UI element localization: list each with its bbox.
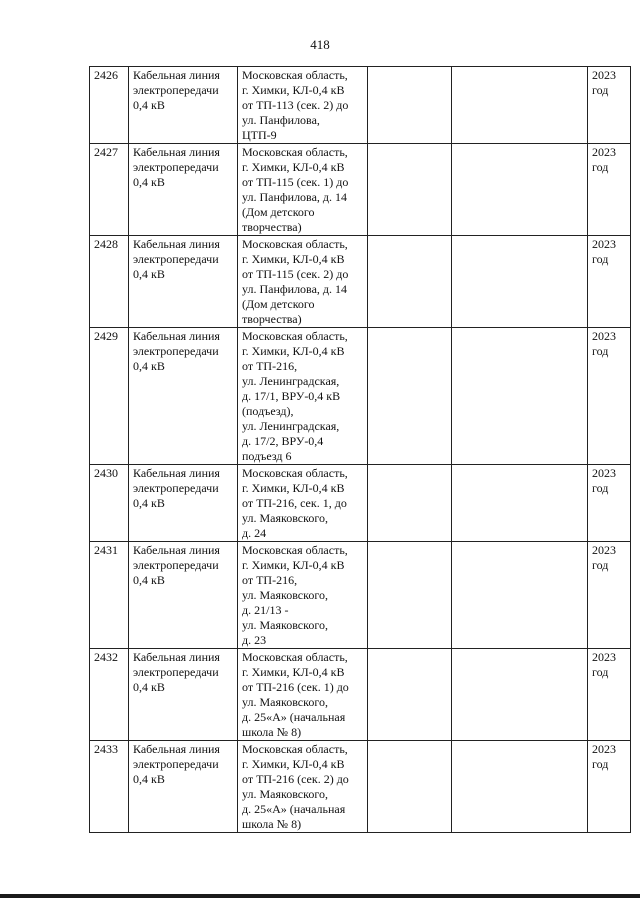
object-type-line: электропередачи [133, 252, 219, 266]
address-line: от ТП-216, сек. 1, до [242, 496, 347, 510]
year-cell [588, 649, 631, 741]
address-line: г. Химки, КЛ-0,4 кВ [242, 558, 345, 572]
year-cell [588, 328, 631, 465]
object-type-cell [129, 236, 238, 328]
object-type-line: 0,4 кВ [133, 359, 165, 373]
address-line: д. 25«А» (начальная [242, 802, 346, 816]
year-line: 2023 [592, 650, 616, 664]
address-line: (подъезд), [242, 404, 294, 418]
row-number-cell: 2432 [90, 649, 129, 741]
address-line: творчества) [242, 312, 302, 326]
object-type-line: 0,4 кВ [133, 175, 165, 189]
object-type-line: электропередачи [133, 344, 219, 358]
address-line: Московская область, [242, 466, 348, 480]
address-line: (Дом детского [242, 297, 315, 311]
object-type-cell [129, 741, 238, 833]
scan-edge-rule [0, 894, 640, 898]
address-line: от ТП-216, [242, 359, 298, 373]
row-number-cell: 2426 [90, 67, 129, 144]
object-type-cell [129, 144, 238, 236]
object-type-line: электропередачи [133, 558, 219, 572]
empty-column-cell [368, 67, 452, 144]
address-line: г. Химки, КЛ-0,4 кВ [242, 481, 345, 495]
object-type-cell [129, 542, 238, 649]
address-cell [238, 649, 368, 741]
year-line: год [592, 344, 609, 358]
object-type-cell [129, 67, 238, 144]
year-line: 2023 [592, 466, 616, 480]
address-line: от ТП-113 (сек. 2) до [242, 98, 349, 112]
year-line: 2023 [592, 329, 616, 343]
address-line: Московская область, [242, 742, 348, 756]
address-line: г. Химки, КЛ-0,4 кВ [242, 160, 345, 174]
address-line: творчества) [242, 220, 302, 234]
row-number-cell: 2430 [90, 465, 129, 542]
year-line: 2023 [592, 68, 616, 82]
object-type-line: 0,4 кВ [133, 573, 165, 587]
empty-column-cell [368, 741, 452, 833]
address-line: от ТП-216 (сек. 1) до [242, 680, 349, 694]
table-row [90, 741, 631, 833]
empty-column-cell [452, 328, 588, 465]
empty-column-cell [368, 144, 452, 236]
address-cell [238, 67, 368, 144]
address-line: ул. Ленинградская, [242, 419, 340, 433]
year-line: год [592, 481, 609, 495]
address-cell [238, 236, 368, 328]
row-number-cell: 2431 [90, 542, 129, 649]
empty-column-cell [368, 328, 452, 465]
address-line: от ТП-216, [242, 573, 298, 587]
object-type-line: 0,4 кВ [133, 98, 165, 112]
empty-column-cell [452, 542, 588, 649]
year-line: год [592, 558, 609, 572]
address-line: г. Химки, КЛ-0,4 кВ [242, 344, 345, 358]
address-line: г. Химки, КЛ-0,4 кВ [242, 665, 345, 679]
year-line: год [592, 83, 609, 97]
table-row [90, 649, 631, 741]
table-row [90, 542, 631, 649]
address-line: подъезд 6 [242, 449, 292, 463]
year-line: год [592, 252, 609, 266]
address-line: Московская область, [242, 329, 348, 343]
address-line: от ТП-115 (сек. 2) до [242, 267, 349, 281]
address-line: ул. Маяковского, [242, 511, 328, 525]
empty-column-cell [368, 236, 452, 328]
address-line: Московская область, [242, 145, 348, 159]
table-row [90, 328, 631, 465]
address-line: (Дом детского [242, 205, 315, 219]
address-line: ул. Маяковского, [242, 588, 328, 602]
address-line: ЦТП-9 [242, 128, 277, 142]
year-cell [588, 465, 631, 542]
year-line: год [592, 757, 609, 771]
object-type-line: Кабельная линия [133, 68, 220, 82]
address-line: ул. Маяковского, [242, 787, 328, 801]
address-line: ул. Маяковского, [242, 618, 328, 632]
address-line: Московская область, [242, 543, 348, 557]
address-line: ул. Панфилова, д. 14 [242, 282, 347, 296]
object-type-line: электропередачи [133, 481, 219, 495]
address-line: ул. Панфилова, [242, 113, 320, 127]
object-type-line: Кабельная линия [133, 742, 220, 756]
object-type-line: электропередачи [133, 83, 219, 97]
address-line: г. Химки, КЛ-0,4 кВ [242, 83, 345, 97]
empty-column-cell [452, 67, 588, 144]
year-line: год [592, 665, 609, 679]
address-line: д. 21/13 - [242, 603, 289, 617]
address-line: Московская область, [242, 68, 348, 82]
year-cell [588, 144, 631, 236]
year-line: 2023 [592, 237, 616, 251]
year-cell [588, 542, 631, 649]
table-row [90, 465, 631, 542]
address-cell [238, 144, 368, 236]
address-line: ул. Ленинградская, [242, 374, 340, 388]
object-type-line: Кабельная линия [133, 543, 220, 557]
table-row [90, 67, 631, 144]
row-number-cell: 2427 [90, 144, 129, 236]
empty-column-cell [452, 741, 588, 833]
year-line: год [592, 160, 609, 174]
address-cell [238, 328, 368, 465]
empty-column-cell [452, 236, 588, 328]
year-line: 2023 [592, 145, 616, 159]
year-line: 2023 [592, 543, 616, 557]
object-type-line: 0,4 кВ [133, 680, 165, 694]
address-line: г. Химки, КЛ-0,4 кВ [242, 252, 345, 266]
year-cell [588, 67, 631, 144]
empty-column-cell [452, 465, 588, 542]
object-type-line: Кабельная линия [133, 650, 220, 664]
object-type-line: 0,4 кВ [133, 496, 165, 510]
object-type-line: Кабельная линия [133, 329, 220, 343]
address-line: г. Химки, КЛ-0,4 кВ [242, 757, 345, 771]
address-line: д. 17/1, ВРУ-0,4 кВ [242, 389, 341, 403]
table-row [90, 236, 631, 328]
address-cell [238, 741, 368, 833]
address-cell [238, 465, 368, 542]
address-line: д. 24 [242, 526, 267, 540]
address-line: от ТП-216 (сек. 2) до [242, 772, 349, 786]
address-line: Московская область, [242, 237, 348, 251]
year-cell [588, 236, 631, 328]
address-cell [238, 542, 368, 649]
empty-column-cell [368, 542, 452, 649]
empty-column-cell [368, 465, 452, 542]
empty-column-cell [368, 649, 452, 741]
address-line: ул. Маяковского, [242, 695, 328, 709]
table-row [90, 144, 631, 236]
year-line: 2023 [592, 742, 616, 756]
object-type-line: Кабельная линия [133, 466, 220, 480]
address-line: д. 25«А» (начальная [242, 710, 346, 724]
empty-column-cell [452, 144, 588, 236]
object-type-line: электропередачи [133, 757, 219, 771]
address-line: от ТП-115 (сек. 1) до [242, 175, 349, 189]
year-cell [588, 741, 631, 833]
address-line: ул. Панфилова, д. 14 [242, 190, 347, 204]
object-type-line: 0,4 кВ [133, 267, 165, 281]
object-type-line: электропередачи [133, 160, 219, 174]
row-number-cell: 2429 [90, 328, 129, 465]
empty-column-cell [452, 649, 588, 741]
object-type-cell [129, 328, 238, 465]
object-type-line: электропередачи [133, 665, 219, 679]
row-number-cell: 2428 [90, 236, 129, 328]
address-line: д. 17/2, ВРУ-0,4 [242, 434, 324, 448]
address-line: Московская область, [242, 650, 348, 664]
object-type-cell [129, 649, 238, 741]
object-type-line: Кабельная линия [133, 237, 220, 251]
row-number-cell: 2433 [90, 741, 129, 833]
table-body [90, 67, 631, 833]
object-type-line: Кабельная линия [133, 145, 220, 159]
object-type-line: 0,4 кВ [133, 772, 165, 786]
address-line: школа № 8) [242, 817, 302, 831]
page-number: 418 [310, 37, 330, 52]
object-type-cell [129, 465, 238, 542]
address-line: школа № 8) [242, 725, 302, 739]
address-line: д. 23 [242, 633, 267, 647]
registry-table [89, 66, 631, 833]
